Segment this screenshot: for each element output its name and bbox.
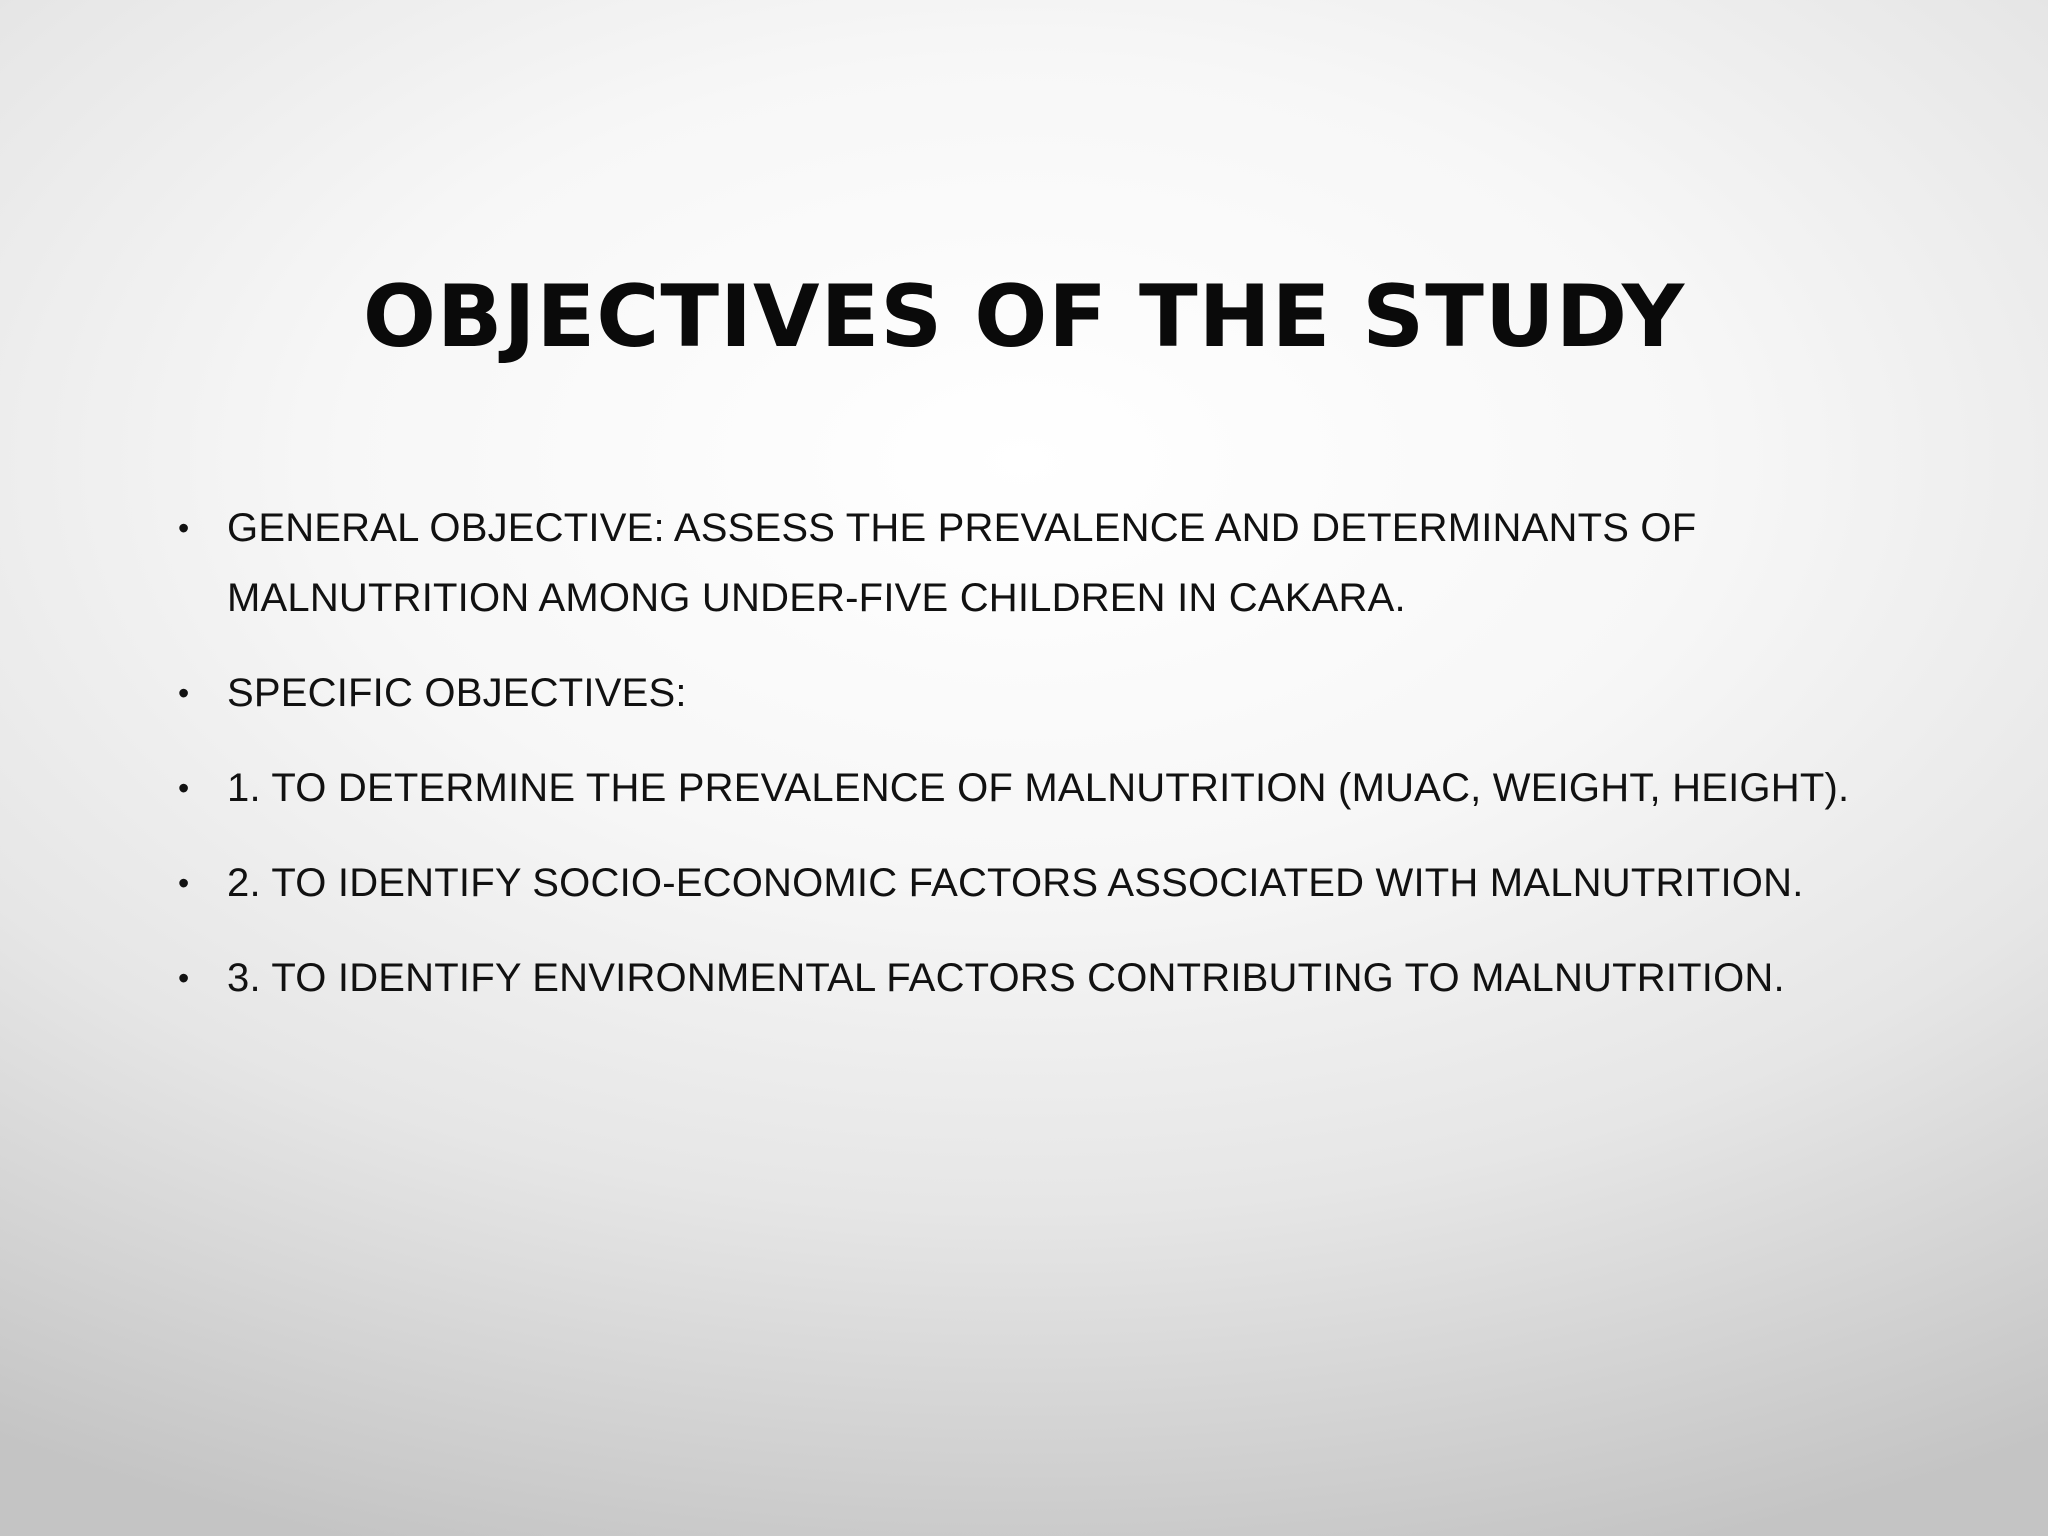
bullet-text: SPECIFIC OBJECTIVES: xyxy=(227,671,687,715)
bullet-specific-objectives xyxy=(170,658,1970,728)
bullet-general-objective xyxy=(170,493,1970,633)
bullet-dot-icon: • xyxy=(178,510,190,546)
bullet-dot-icon: • xyxy=(178,865,190,901)
bullet-text: 2. TO IDENTIFY SOCIO-ECONOMIC FACTORS ASSOCIATED WITH MALNUTRITION. xyxy=(227,861,1804,905)
bullet-objective-3 xyxy=(170,943,1970,1013)
bullet-text: 3. TO IDENTIFY ENVIRONMENTAL FACTORS CONTRIBUTING TO MALNUTRITION. xyxy=(227,956,1785,1000)
bullet-dot-icon: • xyxy=(178,960,190,996)
bullet-dot-icon: • xyxy=(178,675,190,711)
bullet-text: GENERAL OBJECTIVE: ASSESS THE PREVALENCE AND DETERMINANTS OF MALNUTRITION AMONG UNDER-FIVE CHILDREN IN CAKARA. xyxy=(227,506,1697,620)
bullet-dot-icon: • xyxy=(178,770,190,806)
bullet-text: 1. TO DETERMINE THE PREVALENCE OF MALNUTRITION (MUAC, WEIGHT, HEIGHT). xyxy=(227,766,1850,810)
bullet-objective-2 xyxy=(170,848,1970,918)
slide-title: OBJECTIVES OF THE STUDY xyxy=(362,267,1686,367)
bullet-list xyxy=(170,493,1970,1038)
bullet-objective-1 xyxy=(170,753,1970,823)
